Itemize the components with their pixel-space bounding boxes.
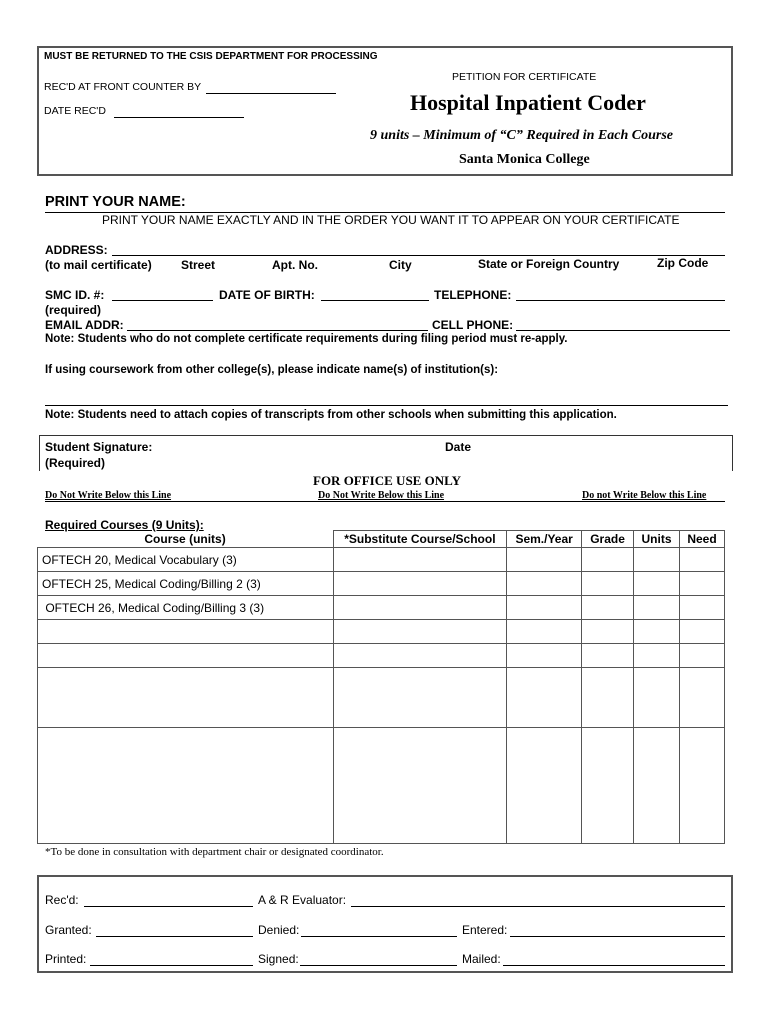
email-label: EMAIL ADDR: bbox=[45, 318, 124, 332]
print-name-label: PRINT YOUR NAME: bbox=[45, 194, 186, 210]
granted-label: Granted: bbox=[45, 923, 92, 937]
course-name: OFTECH 20, Medical Vocabulary (3) bbox=[38, 548, 334, 572]
substitute-cell[interactable] bbox=[333, 620, 507, 644]
course-name[interactable] bbox=[38, 668, 334, 728]
need-cell[interactable] bbox=[679, 548, 724, 572]
course-name[interactable] bbox=[38, 728, 334, 844]
substitute-cell[interactable] bbox=[333, 644, 507, 668]
grade-cell[interactable] bbox=[582, 572, 634, 596]
grade-cell[interactable] bbox=[582, 644, 634, 668]
date-recd-field[interactable] bbox=[114, 117, 244, 118]
col-grade: Grade bbox=[582, 531, 634, 548]
signature-label: Student Signature: bbox=[45, 440, 153, 454]
substitute-cell[interactable] bbox=[333, 548, 507, 572]
courses-heading: Required Courses (9 Units): bbox=[45, 518, 204, 532]
units-cell[interactable] bbox=[634, 548, 680, 572]
dob-field[interactable] bbox=[321, 300, 429, 301]
street-label: Street bbox=[181, 258, 216, 272]
need-cell[interactable] bbox=[679, 728, 724, 844]
address-label: ADDRESS: bbox=[45, 243, 108, 257]
units-cell[interactable] bbox=[634, 572, 680, 596]
substitute-cell[interactable] bbox=[333, 668, 507, 728]
evaluator-field[interactable] bbox=[351, 906, 725, 907]
sem-year-cell[interactable] bbox=[507, 668, 582, 728]
dnw-right: Do not Write Below this Line bbox=[582, 490, 707, 501]
units-cell[interactable] bbox=[634, 620, 680, 644]
denied-field[interactable] bbox=[301, 936, 457, 937]
col-substitute: *Substitute Course/School bbox=[333, 531, 507, 548]
table-row bbox=[38, 596, 725, 620]
courses-footnote: *To be done in consultation with department chair or designated coordinator. bbox=[45, 846, 384, 858]
sem-year-cell[interactable] bbox=[507, 644, 582, 668]
state-label: State or Foreign Country bbox=[478, 257, 620, 271]
courses-header-row bbox=[38, 531, 725, 548]
zip-label: Zip Code bbox=[657, 256, 709, 270]
printed-label: Printed: bbox=[45, 952, 87, 966]
substitute-cell[interactable] bbox=[333, 728, 507, 844]
signature-required: (Required) bbox=[45, 456, 105, 470]
print-name-hint: PRINT YOUR NAME EXACTLY AND IN THE ORDER YOU WANT IT TO APPEAR ON YOUR CERTIFICATE bbox=[102, 213, 680, 227]
telephone-label: TELEPHONE: bbox=[434, 288, 512, 302]
course-name: OFTECH 26, Medical Coding/Billing 3 (3) bbox=[38, 596, 334, 620]
other-colleges-label: If using coursework from other college(s), please indicate name(s) of institution(s): bbox=[45, 364, 499, 376]
dnw-center: Do Not Write Below this Line bbox=[318, 490, 445, 501]
sem-year-cell[interactable] bbox=[507, 728, 582, 844]
cell-field[interactable] bbox=[516, 330, 730, 331]
grade-cell[interactable] bbox=[582, 728, 634, 844]
return-note: MUST BE RETURNED TO THE CSIS DEPARTMENT FOR PROCESSING bbox=[44, 51, 378, 62]
table-row bbox=[38, 572, 725, 596]
course-name: OFTECH 25, Medical Coding/Billing 2 (3) bbox=[38, 572, 334, 596]
city-label: City bbox=[389, 258, 412, 272]
need-cell[interactable] bbox=[679, 596, 724, 620]
grade-cell[interactable] bbox=[582, 548, 634, 572]
signed-field[interactable] bbox=[300, 965, 457, 966]
course-name[interactable] bbox=[38, 620, 334, 644]
form-title: Hospital Inpatient Coder bbox=[410, 90, 646, 115]
evaluator-label: A & R Evaluator: bbox=[258, 893, 347, 907]
denied-label: Denied: bbox=[258, 923, 300, 937]
mailed-label: Mailed: bbox=[462, 952, 501, 966]
grade-cell[interactable] bbox=[582, 596, 634, 620]
recd-front-counter-field[interactable] bbox=[206, 93, 336, 94]
office-divider bbox=[45, 501, 725, 502]
grade-cell[interactable] bbox=[582, 620, 634, 644]
signed-label: Signed: bbox=[258, 952, 299, 966]
courses-table bbox=[37, 530, 725, 844]
mailed-field[interactable] bbox=[503, 965, 725, 966]
table-row bbox=[38, 644, 725, 668]
col-sem-year: Sem./Year bbox=[507, 531, 582, 548]
sem-year-cell[interactable] bbox=[507, 596, 582, 620]
date-recd-label: DATE REC'D bbox=[44, 105, 106, 117]
office-use-title: FOR OFFICE USE ONLY bbox=[313, 473, 461, 488]
need-cell[interactable] bbox=[679, 668, 724, 728]
table-row bbox=[38, 668, 725, 728]
granted-field[interactable] bbox=[96, 936, 253, 937]
sem-year-cell[interactable] bbox=[507, 620, 582, 644]
grade-cell[interactable] bbox=[582, 668, 634, 728]
units-cell[interactable] bbox=[634, 728, 680, 844]
dob-label: DATE OF BIRTH: bbox=[219, 288, 315, 302]
table-row bbox=[38, 728, 725, 844]
substitute-cell[interactable] bbox=[333, 596, 507, 620]
other-colleges-field[interactable] bbox=[45, 405, 728, 406]
note-transcripts: Note: Students need to attach copies of transcripts from other schools when submitting this application. bbox=[45, 409, 617, 421]
college-name: Santa Monica College bbox=[459, 152, 590, 167]
note-reapply: Note: Students who do not complete certificate requirements during filing period must re-apply. bbox=[45, 333, 568, 345]
telephone-field[interactable] bbox=[516, 300, 725, 301]
email-field[interactable] bbox=[127, 330, 428, 331]
recd-front-counter-label: REC'D AT FRONT COUNTER BY bbox=[44, 81, 202, 93]
sem-year-cell[interactable] bbox=[507, 572, 582, 596]
dnw-left: Do Not Write Below this Line bbox=[45, 490, 172, 501]
form-subtitle: 9 units – Minimum of “C” Required in Each Course bbox=[370, 128, 674, 143]
units-cell[interactable] bbox=[634, 596, 680, 620]
col-need: Need bbox=[679, 531, 724, 548]
table-row bbox=[38, 620, 725, 644]
date-label: Date bbox=[445, 440, 472, 454]
sem-year-cell[interactable] bbox=[507, 548, 582, 572]
apt-label: Apt. No. bbox=[272, 258, 318, 272]
units-cell[interactable] bbox=[634, 644, 680, 668]
units-cell[interactable] bbox=[634, 668, 680, 728]
petition-label: PETITION FOR CERTIFICATE bbox=[452, 71, 597, 83]
cell-label: CELL PHONE: bbox=[432, 318, 514, 332]
address-field[interactable] bbox=[112, 255, 725, 256]
col-course: Course (units) bbox=[38, 531, 334, 548]
office-footer-box bbox=[37, 875, 733, 973]
need-cell[interactable] bbox=[679, 572, 724, 596]
substitute-cell[interactable] bbox=[333, 572, 507, 596]
col-units: Units bbox=[634, 531, 680, 548]
table-row bbox=[38, 548, 725, 572]
recd-field[interactable] bbox=[84, 906, 253, 907]
recd-label: Rec'd: bbox=[45, 893, 79, 907]
entered-label: Entered: bbox=[462, 923, 508, 937]
course-name[interactable] bbox=[38, 644, 334, 668]
need-cell[interactable] bbox=[679, 644, 724, 668]
address-sub: (to mail certificate) bbox=[45, 258, 152, 272]
smc-id-label: SMC ID. #: bbox=[45, 288, 105, 302]
need-cell[interactable] bbox=[679, 620, 724, 644]
printed-field[interactable] bbox=[90, 965, 253, 966]
smc-id-field[interactable] bbox=[112, 300, 213, 301]
entered-field[interactable] bbox=[510, 936, 725, 937]
smc-id-required: (required) bbox=[45, 303, 102, 317]
